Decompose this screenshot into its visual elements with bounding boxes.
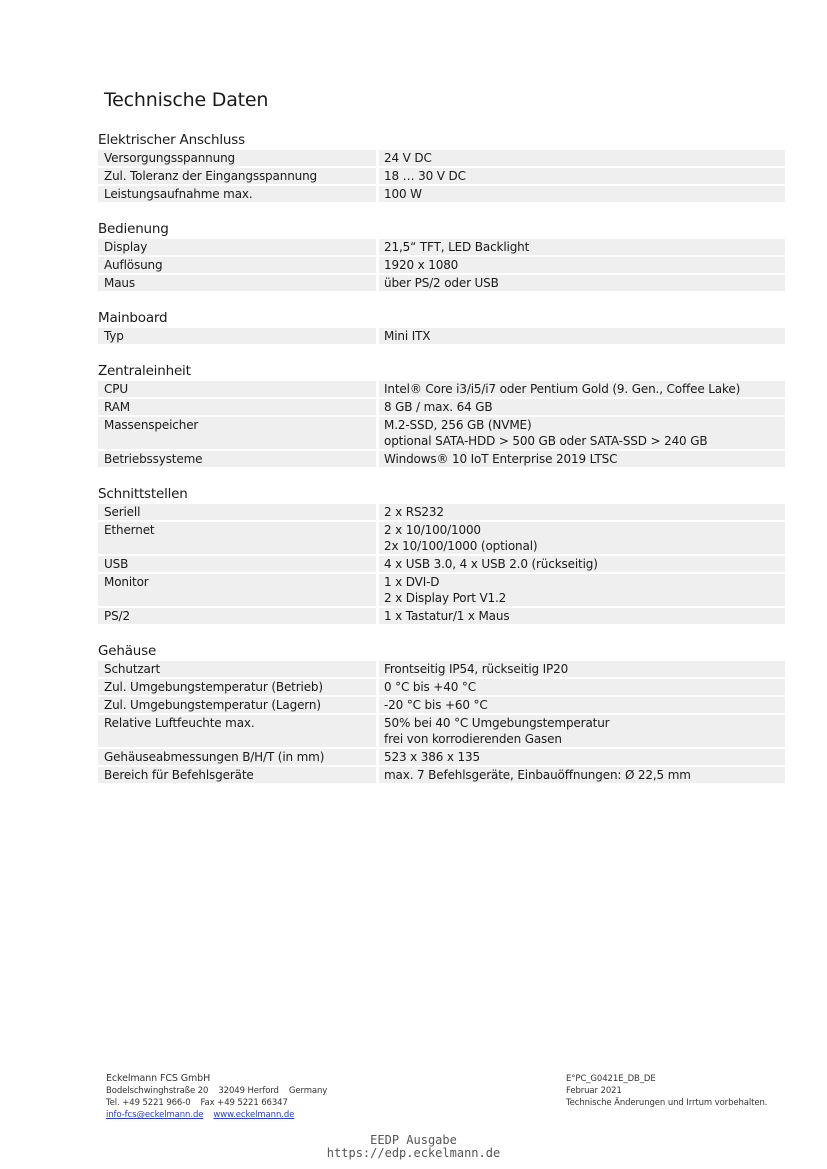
footer-city: 32049 Herford (218, 1086, 279, 1096)
section-title: Gehäuse (98, 643, 157, 659)
row-label: Zul. Umgebungstemperatur (Lagern) (104, 698, 321, 712)
row-value-line: frei von korrodierenden Gasen (384, 732, 562, 746)
section-title: Zentraleinheit (98, 363, 191, 379)
row-label: Gehäuseabmessungen B/H/T (in mm) (104, 750, 325, 764)
table-row (98, 556, 785, 572)
row-value-line: Intel® Core i3/i5/i7 oder Pentium Gold (9. Gen., Coffee Lake) (384, 382, 741, 396)
row-value (376, 522, 785, 554)
row-label: Ethernet (104, 523, 155, 537)
row-value (376, 661, 785, 677)
table-row (98, 257, 785, 273)
row-label: PS/2 (104, 609, 130, 623)
footer-street-line (106, 1085, 327, 1097)
row-label: Monitor (104, 575, 149, 589)
edp-stamp (0, 1134, 827, 1160)
footer-links (106, 1109, 327, 1121)
row-value (376, 150, 785, 166)
section-title: Mainboard (98, 310, 168, 326)
table-row (98, 522, 785, 554)
footer-street: Bodelschwinghstraße 20 (106, 1086, 209, 1096)
row-value (376, 275, 785, 291)
row-value (376, 168, 785, 184)
row-label: Bereich für Befehlsgeräte (104, 768, 254, 782)
footer-doc-id: E°PC_G0421E_DB_DE (566, 1074, 656, 1084)
row-value-line: 2x 10/100/1000 (optional) (384, 539, 538, 553)
row-value-line: 50% bei 40 °C Umgebungstemperatur (384, 716, 610, 730)
table-row (98, 150, 785, 166)
section (98, 131, 785, 202)
row-value-line: 523 x 386 x 135 (384, 750, 480, 764)
table-row (98, 749, 785, 765)
footer-doc-info (566, 1073, 767, 1109)
row-value-line: 24 V DC (384, 151, 432, 165)
section-title: Bedienung (98, 221, 169, 237)
row-value-line: Frontseitig IP54, rückseitig IP20 (384, 662, 569, 676)
row-label: Auflösung (104, 258, 163, 272)
row-label: Seriell (104, 505, 141, 519)
footer-fax: Fax +49 5221 66347 (200, 1098, 288, 1108)
row-label: Leistungsaufnahme max. (104, 187, 253, 201)
table-row (98, 186, 785, 202)
row-value-line: 18 … 30 V DC (384, 169, 466, 183)
row-value-line: 100 W (384, 187, 422, 201)
row-value-line: max. 7 Befehlsgeräte, Einbauöffnungen: Ø 22,5 mm (384, 768, 691, 782)
stamp-line-1: EEDP Ausgabe (370, 1133, 457, 1147)
table-row (98, 168, 785, 184)
footer-date: Februar 2021 (566, 1086, 622, 1096)
footer-company: Eckelmann FCS GmbH (106, 1073, 211, 1084)
row-value (376, 186, 785, 202)
row-label: USB (104, 557, 129, 571)
row-value (376, 767, 785, 783)
row-value (376, 381, 785, 397)
row-label: Schutzart (104, 662, 161, 676)
row-label: Maus (104, 276, 135, 290)
row-value (376, 608, 785, 624)
row-value (376, 257, 785, 273)
table-row (98, 697, 785, 713)
section-title: Elektrischer Anschluss (98, 132, 245, 148)
table-row (98, 767, 785, 783)
table-row (98, 608, 785, 624)
spec-tables (98, 131, 785, 801)
row-value-line: Windows® 10 IoT Enterprise 2019 LTSC (384, 452, 618, 466)
row-value (376, 451, 785, 467)
row-value-line: 0 °C bis +40 °C (384, 680, 476, 694)
footer-tel: Tel. +49 5221 966-0 (106, 1098, 191, 1108)
row-value-line: 2 x RS232 (384, 505, 444, 519)
section (98, 309, 785, 344)
row-value-line: 21,5“ TFT, LED Backlight (384, 240, 530, 254)
row-value-line: Mini ITX (384, 329, 431, 343)
row-value (376, 399, 785, 415)
row-value (376, 328, 785, 344)
section (98, 362, 785, 467)
row-value-line: 1 x DVI-D (384, 575, 440, 589)
table-row (98, 381, 785, 397)
table-row (98, 504, 785, 520)
section (98, 220, 785, 291)
row-value-line: optional SATA-HDD > 500 GB oder SATA-SSD > 240 GB (384, 434, 708, 448)
row-label: Versorgungsspannung (104, 151, 236, 165)
website-link[interactable]: www.eckelmann.de (213, 1110, 295, 1120)
row-label: Relative Luftfeuchte max. (104, 716, 255, 730)
row-value-line: 2 x 10/100/1000 (384, 523, 481, 537)
table-row (98, 574, 785, 606)
table-row (98, 417, 785, 449)
row-label: Display (104, 240, 148, 254)
table-row (98, 715, 785, 747)
row-value (376, 574, 785, 606)
footer-country: Germany (288, 1086, 328, 1096)
table-row (98, 679, 785, 695)
row-value-line: 4 x USB 3.0, 4 x USB 2.0 (rückseitig) (384, 557, 598, 571)
table-row (98, 451, 785, 467)
stamp-line-2: https://edp.eckelmann.de (326, 1146, 501, 1160)
row-label: Zul. Toleranz der Eingangsspannung (104, 169, 318, 183)
row-value (376, 679, 785, 695)
table-row (98, 661, 785, 677)
table-row (98, 275, 785, 291)
row-value (376, 417, 785, 449)
row-label: CPU (104, 382, 128, 396)
row-value (376, 239, 785, 255)
row-value-line: 8 GB / max. 64 GB (384, 400, 493, 414)
footer-phone-line (106, 1097, 327, 1109)
row-value-line: M.2-SSD, 256 GB (NVME) (384, 418, 532, 432)
row-label: Betriebssysteme (104, 452, 203, 466)
page-title: Technische Daten (104, 89, 269, 111)
row-value (376, 556, 785, 572)
row-value (376, 715, 785, 747)
email-link[interactable]: info-fcs@eckelmann.de (106, 1110, 204, 1120)
footer-address (106, 1073, 327, 1121)
row-value (376, 504, 785, 520)
row-label: Zul. Umgebungstemperatur (Betrieb) (104, 680, 323, 694)
row-value (376, 749, 785, 765)
row-value-line: -20 °C bis +60 °C (384, 698, 488, 712)
table-row (98, 239, 785, 255)
row-value-line: 1 x Tastatur/1 x Maus (384, 609, 510, 623)
row-value-line: 1920 x 1080 (384, 258, 459, 272)
row-label: Massenspeicher (104, 418, 199, 432)
section (98, 642, 785, 783)
table-row (98, 399, 785, 415)
row-value-line: über PS/2 oder USB (384, 276, 499, 290)
row-value-line: 2 x Display Port V1.2 (384, 591, 507, 605)
table-row (98, 328, 785, 344)
section (98, 485, 785, 624)
row-label: RAM (104, 400, 130, 414)
row-value (376, 697, 785, 713)
footer-disclaimer: Technische Änderungen und Irrtum vorbehalten. (566, 1098, 768, 1108)
section-title: Schnittstellen (98, 486, 188, 502)
row-label: Typ (104, 329, 124, 343)
